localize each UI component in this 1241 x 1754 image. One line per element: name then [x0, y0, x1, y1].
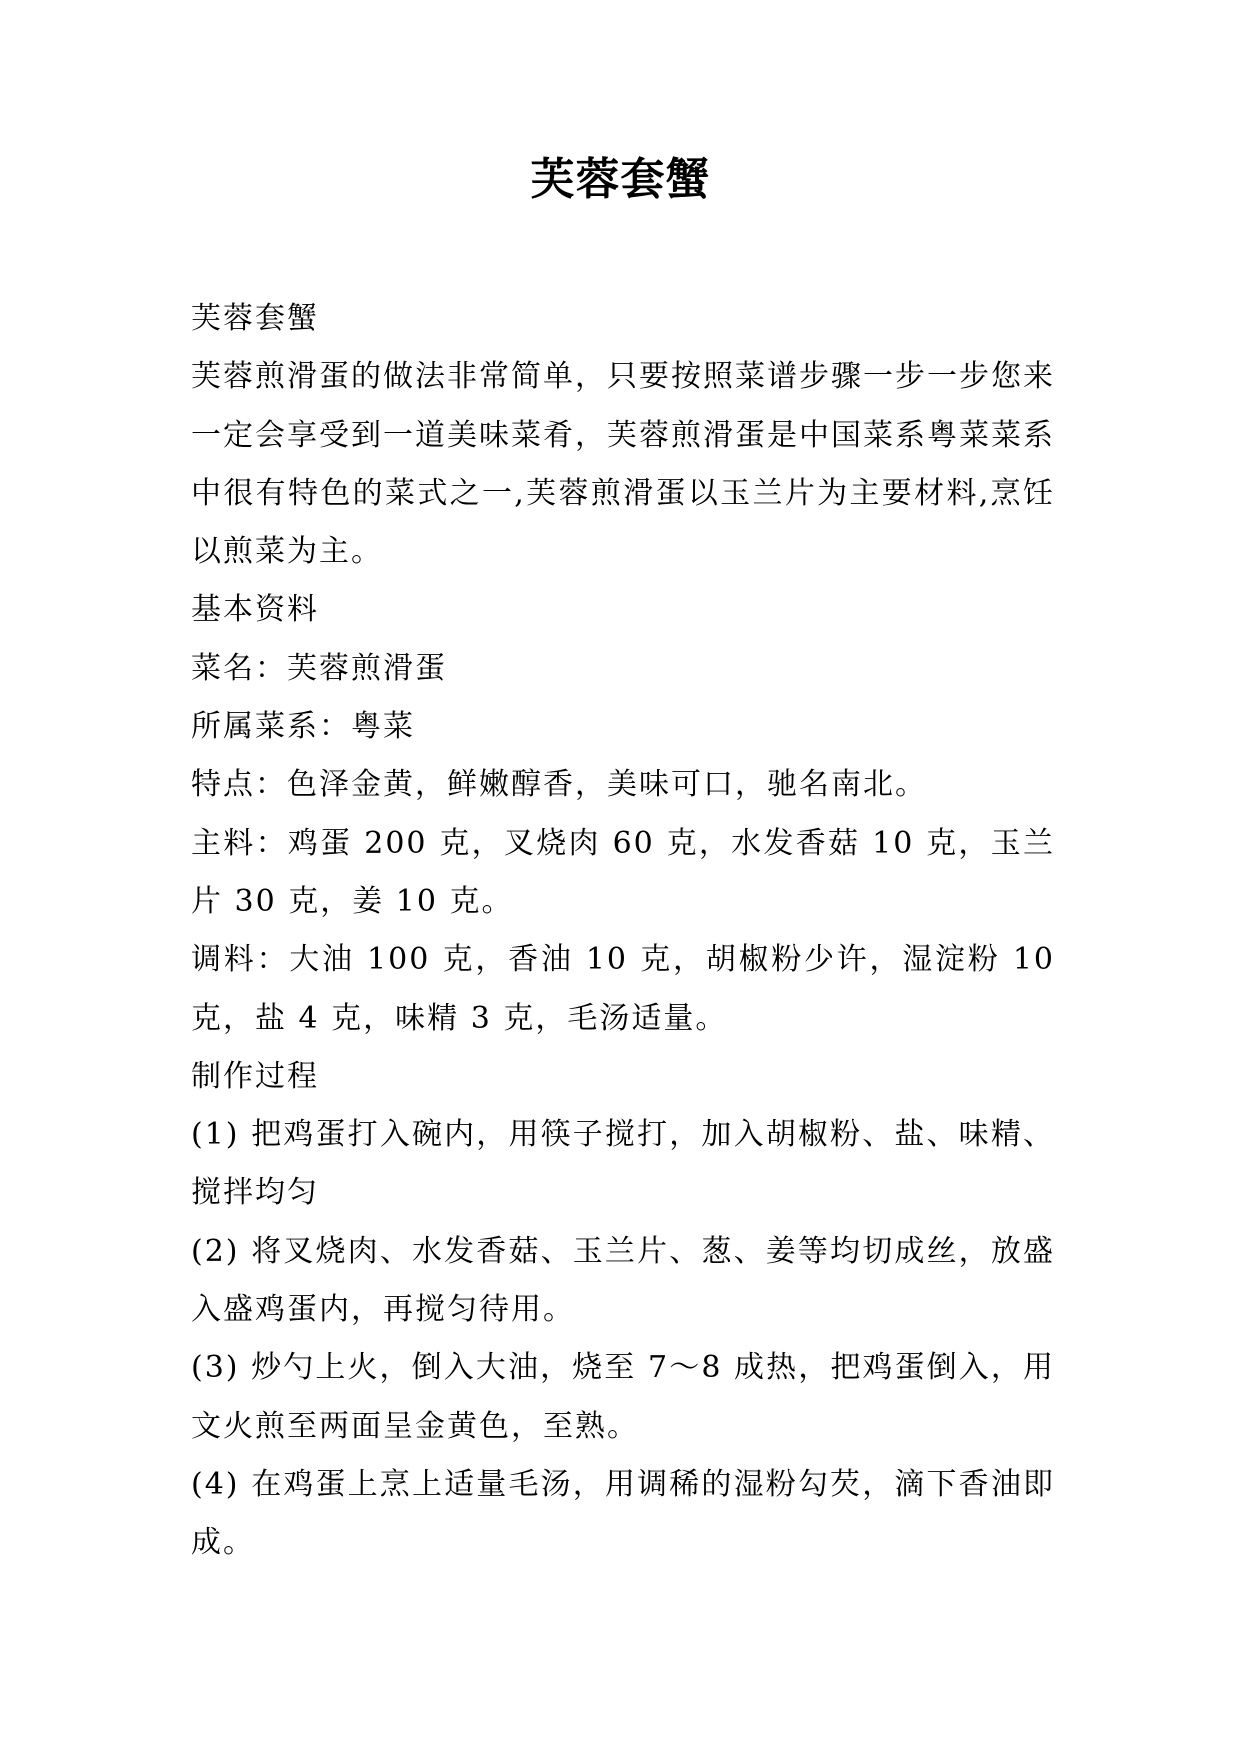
step-4: (4) 在鸡蛋上烹上适量毛汤，用调稀的湿粉勾芡，滴下香油即成。: [191, 1466, 1055, 1561]
step-1: (1) 把鸡蛋打入碗内，用筷子搅打，加入胡椒粉、盐、味精、搅拌均匀: [191, 1117, 1055, 1211]
step-2: (2) 将叉烧肉、水发香菇、玉兰片、葱、姜等均切成丝，放盛入盛鸡蛋内，再搅匀待用。: [191, 1233, 1055, 1328]
subtitle-paragraph: 芙蓉套蟹: [191, 301, 319, 336]
section-heading-process: 制作过程: [191, 1058, 319, 1094]
seasonings-line: 调料：大油 100 克，香油 10 克，胡椒粉少许，湿淀粉 10 克，盐 4 克，味精 3 克，毛汤适量。: [191, 942, 1055, 1036]
intro-paragraph: 芙蓉煎滑蛋的做法非常简单，只要按照菜谱步骤一步一步您来一定会享受到一道美味菜肴，芙蓉煎滑蛋是中国菜系粤菜菜系中很有特色的菜式之一,芙蓉煎滑蛋以玉兰片为主要材料,烹饪以煎菜为主。: [191, 359, 1055, 570]
dish-name-line: 菜名：芙蓉煎滑蛋: [191, 650, 447, 686]
step-3: (3) 炒勺上火，倒入大油，烧至 7～8 成热，把鸡蛋倒入，用文火煎至两面呈金黄色，至熟。: [191, 1350, 1055, 1444]
section-heading-basic-info: 基本资料: [191, 592, 319, 628]
main-ingredients-line: 主料：鸡蛋 200 克，叉烧肉 60 克，水发香菇 10 克，玉兰片 30 克，姜 10 克。: [191, 825, 1055, 919]
document-body: [191, 290, 1055, 1573]
cuisine-line: 所属菜系：粤菜: [191, 709, 415, 745]
page-title: 芙蓉套蟹: [530, 154, 711, 205]
features-line: 特点：色泽金黄，鲜嫩醇香，美味可口，驰名南北。: [191, 767, 927, 803]
